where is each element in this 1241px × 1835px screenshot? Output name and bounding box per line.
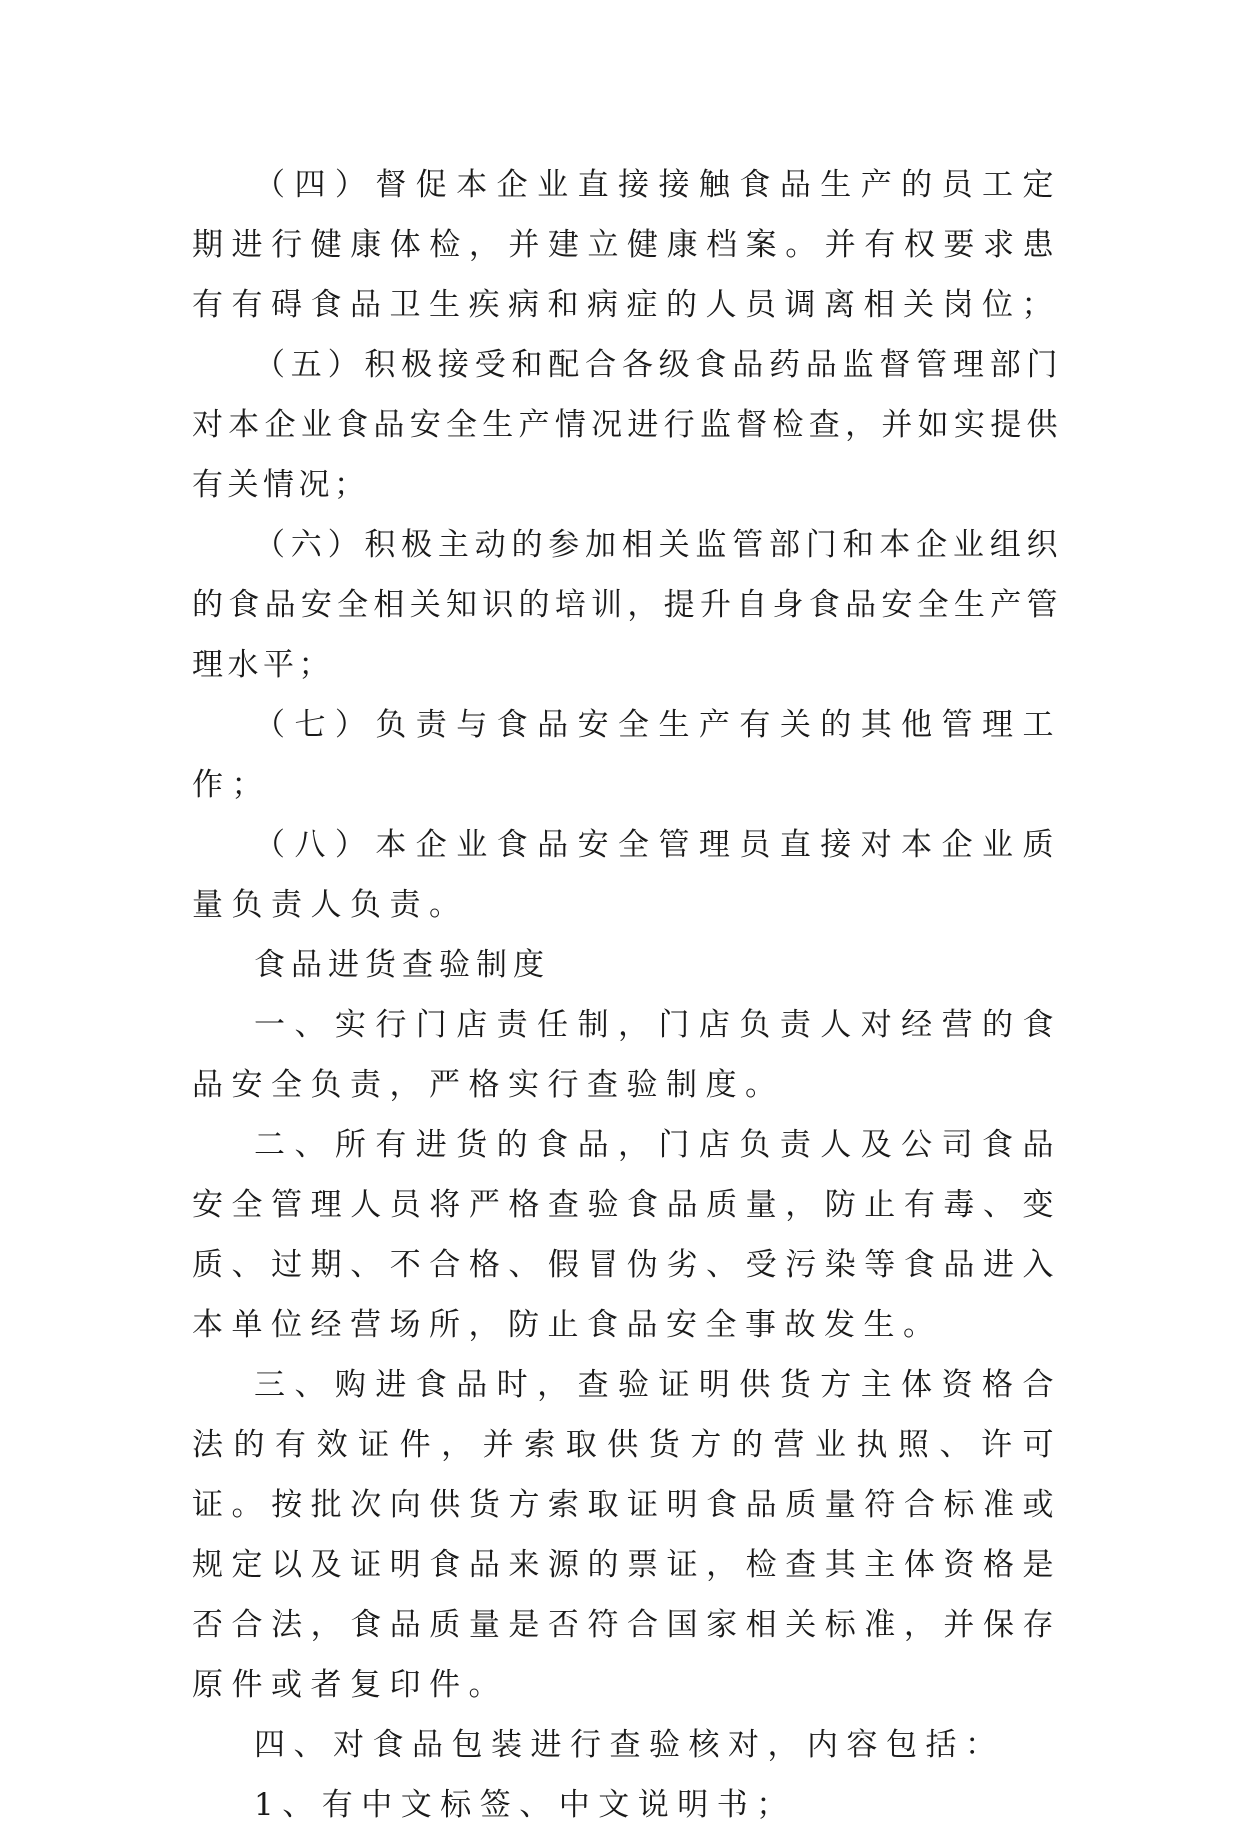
document-body bbox=[192, 155, 1062, 1835]
rule-subitem-1: 1、有中文标签、中文说明书； bbox=[254, 1787, 796, 1823]
rule-item-3: 三、购进食品时，查验证明供货方主体资格合法的有效证件，并索取供货方的营业执照、许可证。按批次向供货方索取证明食品质量符合标准或规定以及证明食品来源的票证，检查其主体资格是否合法，食品质量是否符合国家相关标准，并保存原件或者复印件。 bbox=[192, 1367, 1062, 1703]
paragraph-item-7: （七）负责与食品安全生产有关的其他管理工作； bbox=[192, 707, 1062, 803]
rule-item-1: 一、实行门店责任制，门店负责人对经营的食品安全负责，严格实行查验制度。 bbox=[192, 1007, 1062, 1103]
rule-item-4: 四、对食品包装进行查验核对，内容包括： bbox=[254, 1727, 1005, 1763]
paragraph-item-6: （六）积极主动的参加相关监管部门和本企业组织的食品安全相关知识的培训，提升自身食品安全生产管理水平； bbox=[192, 527, 1062, 683]
section-heading: 食品进货查验制度 bbox=[254, 947, 550, 983]
paragraph-item-4: （四）督促本企业直接接触食品生产的员工定期进行健康体检，并建立健康档案。并有权要求患有有碍食品卫生疾病和病症的人员调离相关岗位； bbox=[192, 167, 1062, 323]
rule-item-2: 二、所有进货的食品，门店负责人及公司食品安全管理人员将严格查验食品质量，防止有毒、变质、过期、不合格、假冒伪劣、受污染等食品进入本单位经营场所，防止食品安全事故发生。 bbox=[192, 1127, 1062, 1343]
paragraph-item-5: （五）积极接受和配合各级食品药品监督管理部门对本企业食品安全生产情况进行监督检查，并如实提供有关情况； bbox=[192, 347, 1062, 503]
paragraph-item-8: （八）本企业食品安全管理员直接对本企业质量负责人负责。 bbox=[192, 827, 1062, 923]
